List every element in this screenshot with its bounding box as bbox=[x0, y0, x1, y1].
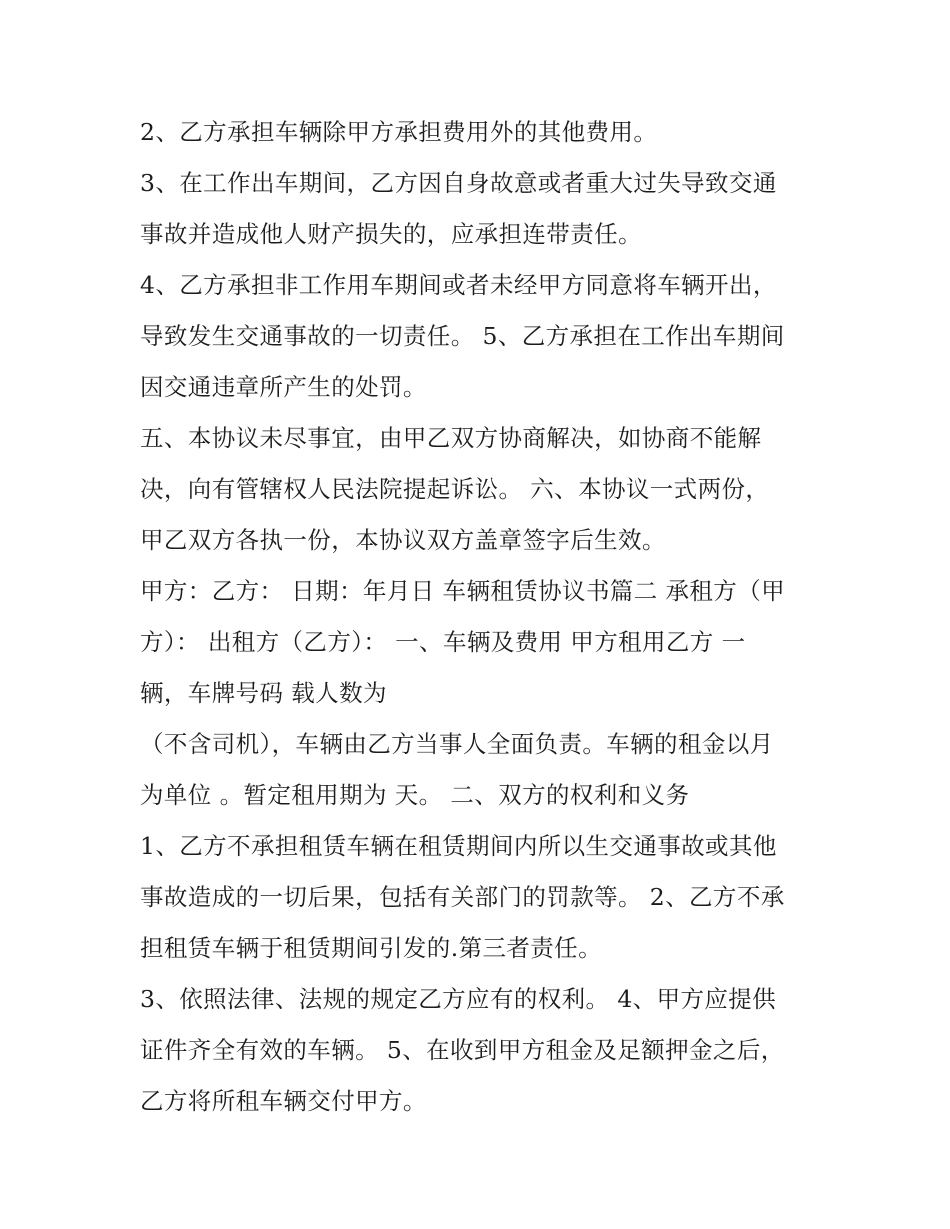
text-line: 导致发生交通事故的一切责任。 5、乙方承担在工作出车期间 bbox=[140, 322, 785, 350]
document-body bbox=[140, 107, 820, 1127]
text-line: 担租赁车辆于租赁期间引发的.第三者责任。 bbox=[140, 934, 602, 962]
text-line: 乙方将所租车辆交付甲方。 bbox=[140, 1087, 427, 1115]
text-line: 4、乙方承担非工作用车期间或者未经甲方同意将车辆开出， bbox=[140, 271, 777, 299]
text-line: 证件齐全有效的车辆。 5、在收到甲方租金及足额押金之后， bbox=[140, 1036, 785, 1064]
text-line: 决，向有管辖权人民法院提起诉讼。 六、本协议一式两份， bbox=[140, 475, 770, 503]
text-line: 2、乙方承担车辆除甲方承担费用外的其他费用。 bbox=[140, 118, 658, 146]
text-line: 1、乙方不承担租赁车辆在租赁期间内所以生交通事故或其他 bbox=[140, 832, 777, 860]
text-line: 为单位 。暂定租用期为 天。 二、双方的权利和义务 bbox=[140, 781, 690, 809]
text-line: （不含司机），车辆由乙方当事人全面负责。车辆的租金以月 bbox=[140, 730, 774, 758]
text-line: 辆，车牌号码 载人数为 bbox=[140, 679, 387, 707]
text-line: 事故并造成他人财产损失的，应承担连带责任。 bbox=[140, 220, 642, 248]
text-line: 3、在工作出车期间，乙方因自身故意或者重大过失导致交通 bbox=[140, 169, 777, 197]
text-line: 3、依照法律、法规的规定乙方应有的权利。 4、甲方应提供 bbox=[140, 985, 777, 1013]
text-line: 甲乙双方各执一份，本协议双方盖章签字后生效。 bbox=[140, 526, 666, 554]
text-line: 五、本协议未尽事宜，由甲乙双方协商解决，如协商不能解 bbox=[140, 424, 762, 452]
text-line: 事故造成的一切后果，包括有关部门的罚款等。 2、乙方不承 bbox=[140, 883, 785, 911]
text-line: 甲方：乙方： 日期：年月日 车辆租赁协议书篇二 承租方（甲 bbox=[140, 577, 786, 605]
text-line: 方）： 出租方（乙方）： 一、车辆及费用 甲方租用乙方 一 bbox=[140, 628, 746, 656]
text-line: 因交通违章所产生的处罚。 bbox=[140, 373, 427, 401]
